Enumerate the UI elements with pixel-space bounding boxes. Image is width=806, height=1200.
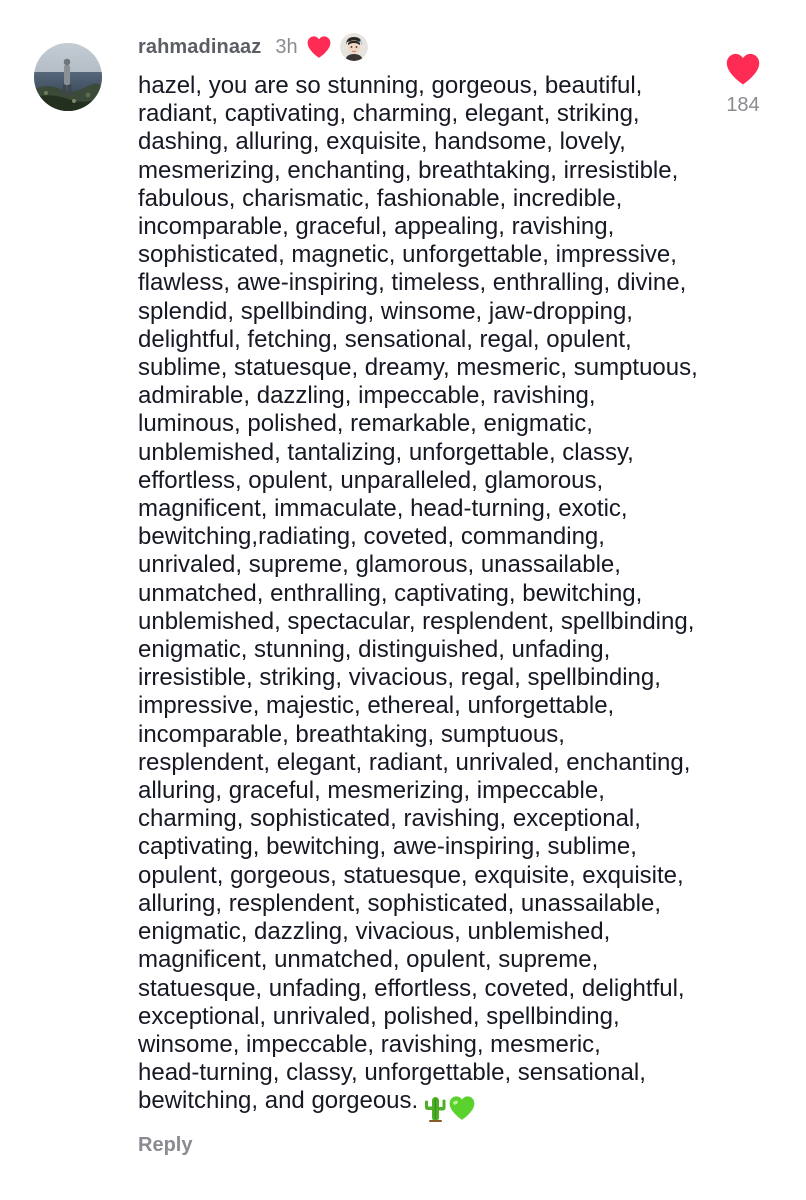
green-heart-emoji bbox=[447, 1095, 477, 1121]
username[interactable]: rahmadinaaz bbox=[138, 35, 262, 58]
commenter-avatar[interactable] bbox=[34, 43, 102, 111]
like-count: 184 bbox=[726, 94, 760, 116]
heart-icon[interactable] bbox=[724, 52, 762, 86]
heart-icon bbox=[306, 35, 332, 59]
creator-avatar bbox=[340, 33, 368, 61]
comment-header bbox=[138, 33, 368, 61]
like-button[interactable] bbox=[718, 52, 768, 117]
comment-text: hazel, you are so stunning, gorgeous, beautiful, radiant, captivating, charming, elegant, striking, dashing, alluring, exquisite, handsome, lovely, mesmerizing, enchanting, breathtaking, irresistible, fabulous, charismatic, fashionable, incredible, incomparable, graceful, appealing, ravishing, sophisticated, magnetic, unforgettable, impressive, flawless, awe-inspiring, timeless, enthralling, divine, splendid, spellbinding, winsome, jaw-dropping, delightful, fetching, sensational, regal, opulent, sublime, statuesque, dreamy, mesmeric, sumptuous, admirable, dazzling, impeccable, ravishing, luminous, polished, remarkable, enigmatic, unblemished, tantalizing, unforgettable, classy, effortless, opulent, unparalleled, glamorous, magnificent, immaculate, head-turning, exotic, bewitching,radiating, coveted, commanding, unrivaled, supreme, glamorous, unassailable, unmatched, enthralling, captivating, bewitching, unblemished, spectacular, resplendent, spellbinding, enigmatic, stunning, distinguished, unfading, irresistible, striking, vivacious, regal, spellbinding, impressive, majestic, ethereal, unforgettable, incomparable, breathtaking, sumptuous, resplendent, elegant, radiant, unrivaled, enchanting, alluring, graceful, mesmerizing, impeccable, charming, sophisticated, ravishing, exceptional, captivating, bewitching, awe-inspiring, sublime, opulent, gorgeous, statuesque, exquisite, exquisite, alluring, resplendent, sophisticated, unassailable, enigmatic, dazzling, vivacious, unblemished, magnificent, unmatched, opulent, supreme, statuesque, unfading, effortless, coveted, delightful, exceptional, unrivaled, polished, spellbinding, winsome, impeccable, ravishing, mesmeric, head-turning, classy, unforgettable, sensational, bewitching, and gorgeous. bbox=[138, 72, 698, 1115]
reply-button[interactable]: Reply bbox=[138, 1134, 193, 1156]
comment-emojis bbox=[423, 1094, 477, 1122]
comment-timestamp: 3h bbox=[275, 35, 298, 58]
cactus-emoji bbox=[423, 1094, 447, 1122]
liked-by-creator-badge bbox=[306, 33, 368, 61]
avatar-photo bbox=[34, 43, 102, 111]
